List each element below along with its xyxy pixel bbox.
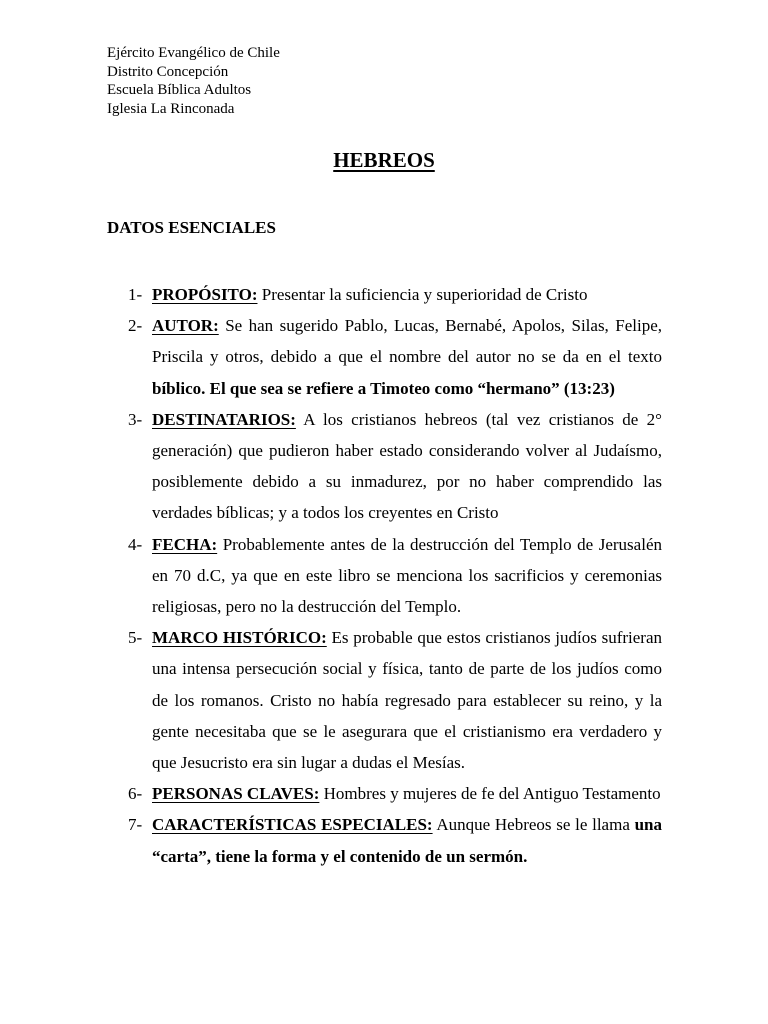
- list-item-label: DESTINATARIOS:: [152, 409, 296, 429]
- list-item-text: Se han sugerido Pablo, Lucas, Bernabé, Apolos, Silas, Felipe, Priscila y otros, debido a que el nombre del autor no se da en el texto: [152, 316, 662, 367]
- list-item-text: A los cristianos hebreos (tal vez cristianos de 2° generación) que pudieron haber estado considerando volver al Judaísmo, posiblemente debido a su inmadurez, por no haber comprendido las verdades bíblicas; y a todos los creyentes en Cristo: [152, 409, 662, 523]
- header-line-church: Iglesia La Rinconada: [107, 100, 235, 117]
- list-item-caracteristicas: [128, 809, 662, 871]
- list-item-number: 4-: [128, 534, 143, 554]
- list-item-number: 6-: [128, 784, 143, 804]
- list-item-number: 3-: [128, 409, 143, 429]
- list-item-label: MARCO HISTÓRICO:: [152, 628, 327, 648]
- list-item-label: AUTOR:: [152, 316, 219, 336]
- list-item-body: [152, 279, 662, 310]
- list-item-text: Presentar la suficiencia y superioridad de Cristo: [257, 285, 588, 304]
- list-item-marco-historico: [128, 622, 662, 778]
- list-item-fecha: [128, 529, 662, 623]
- list-item-body: [152, 778, 662, 809]
- list-item-label: PROPÓSITO:: [152, 285, 258, 304]
- list-item-text: Aunque Hebreos se le llama: [432, 815, 635, 835]
- list-item-number: 5-: [128, 628, 143, 648]
- essential-data-list: [128, 279, 662, 872]
- list-item-number: 1-: [128, 285, 143, 304]
- list-item-body: [152, 809, 662, 871]
- list-item-body: [152, 310, 662, 404]
- section-heading: DATOS ESENCIALES: [107, 218, 276, 237]
- list-item-bold-text: una “carta”, tiene la forma y el contenido de un sermón.: [152, 815, 663, 866]
- list-item-label: FECHA:: [152, 534, 218, 554]
- page-title: HEBREOS: [333, 148, 435, 172]
- list-item-label: PERSONAS CLAVES:: [152, 784, 320, 804]
- list-item-number: 2-: [128, 316, 143, 336]
- header-line-organization: Ejército Evangélico de Chile: [107, 45, 280, 61]
- list-item-personas-claves: [128, 778, 662, 809]
- list-item-proposito: [128, 279, 662, 310]
- list-item-body: [152, 622, 662, 778]
- list-item-destinatarios: [128, 404, 662, 529]
- list-item-text: Hombres y mujeres de fe del Antiguo Testamento: [319, 784, 661, 804]
- list-item-text: Es probable que estos cristianos judíos sufrieran una intensa persecución social y física, tanto de parte de los judíos como de los romanos. Cristo no había regresado para establecer su reino, y la gente necesitaba que se le asegurara que el cristianismo era verdadero y que Jesucristo era sin lugar a dudas el Mesías.: [152, 628, 662, 773]
- list-item-bold-text: bíblico. El que sea se refiere a Timoteo como “hermano” (13:23): [152, 378, 615, 398]
- list-item-autor: [128, 310, 662, 404]
- header-line-school: Escuela Bíblica Adultos: [107, 82, 252, 98]
- list-item-label: CARACTERÍSTICAS ESPECIALES:: [152, 815, 433, 835]
- list-item-number: 7-: [128, 815, 143, 835]
- list-item-text: Probablemente antes de la destrucción del Templo de Jerusalén en 70 d.C, ya que en este libro se menciona los sacrificios y ceremonias religiosas, pero no la destrucción del Templo.: [152, 534, 662, 617]
- document-header: [107, 44, 280, 118]
- list-item-body: [152, 404, 662, 529]
- header-line-district: Distrito Concepción: [107, 63, 229, 80]
- list-item-body: [152, 529, 662, 623]
